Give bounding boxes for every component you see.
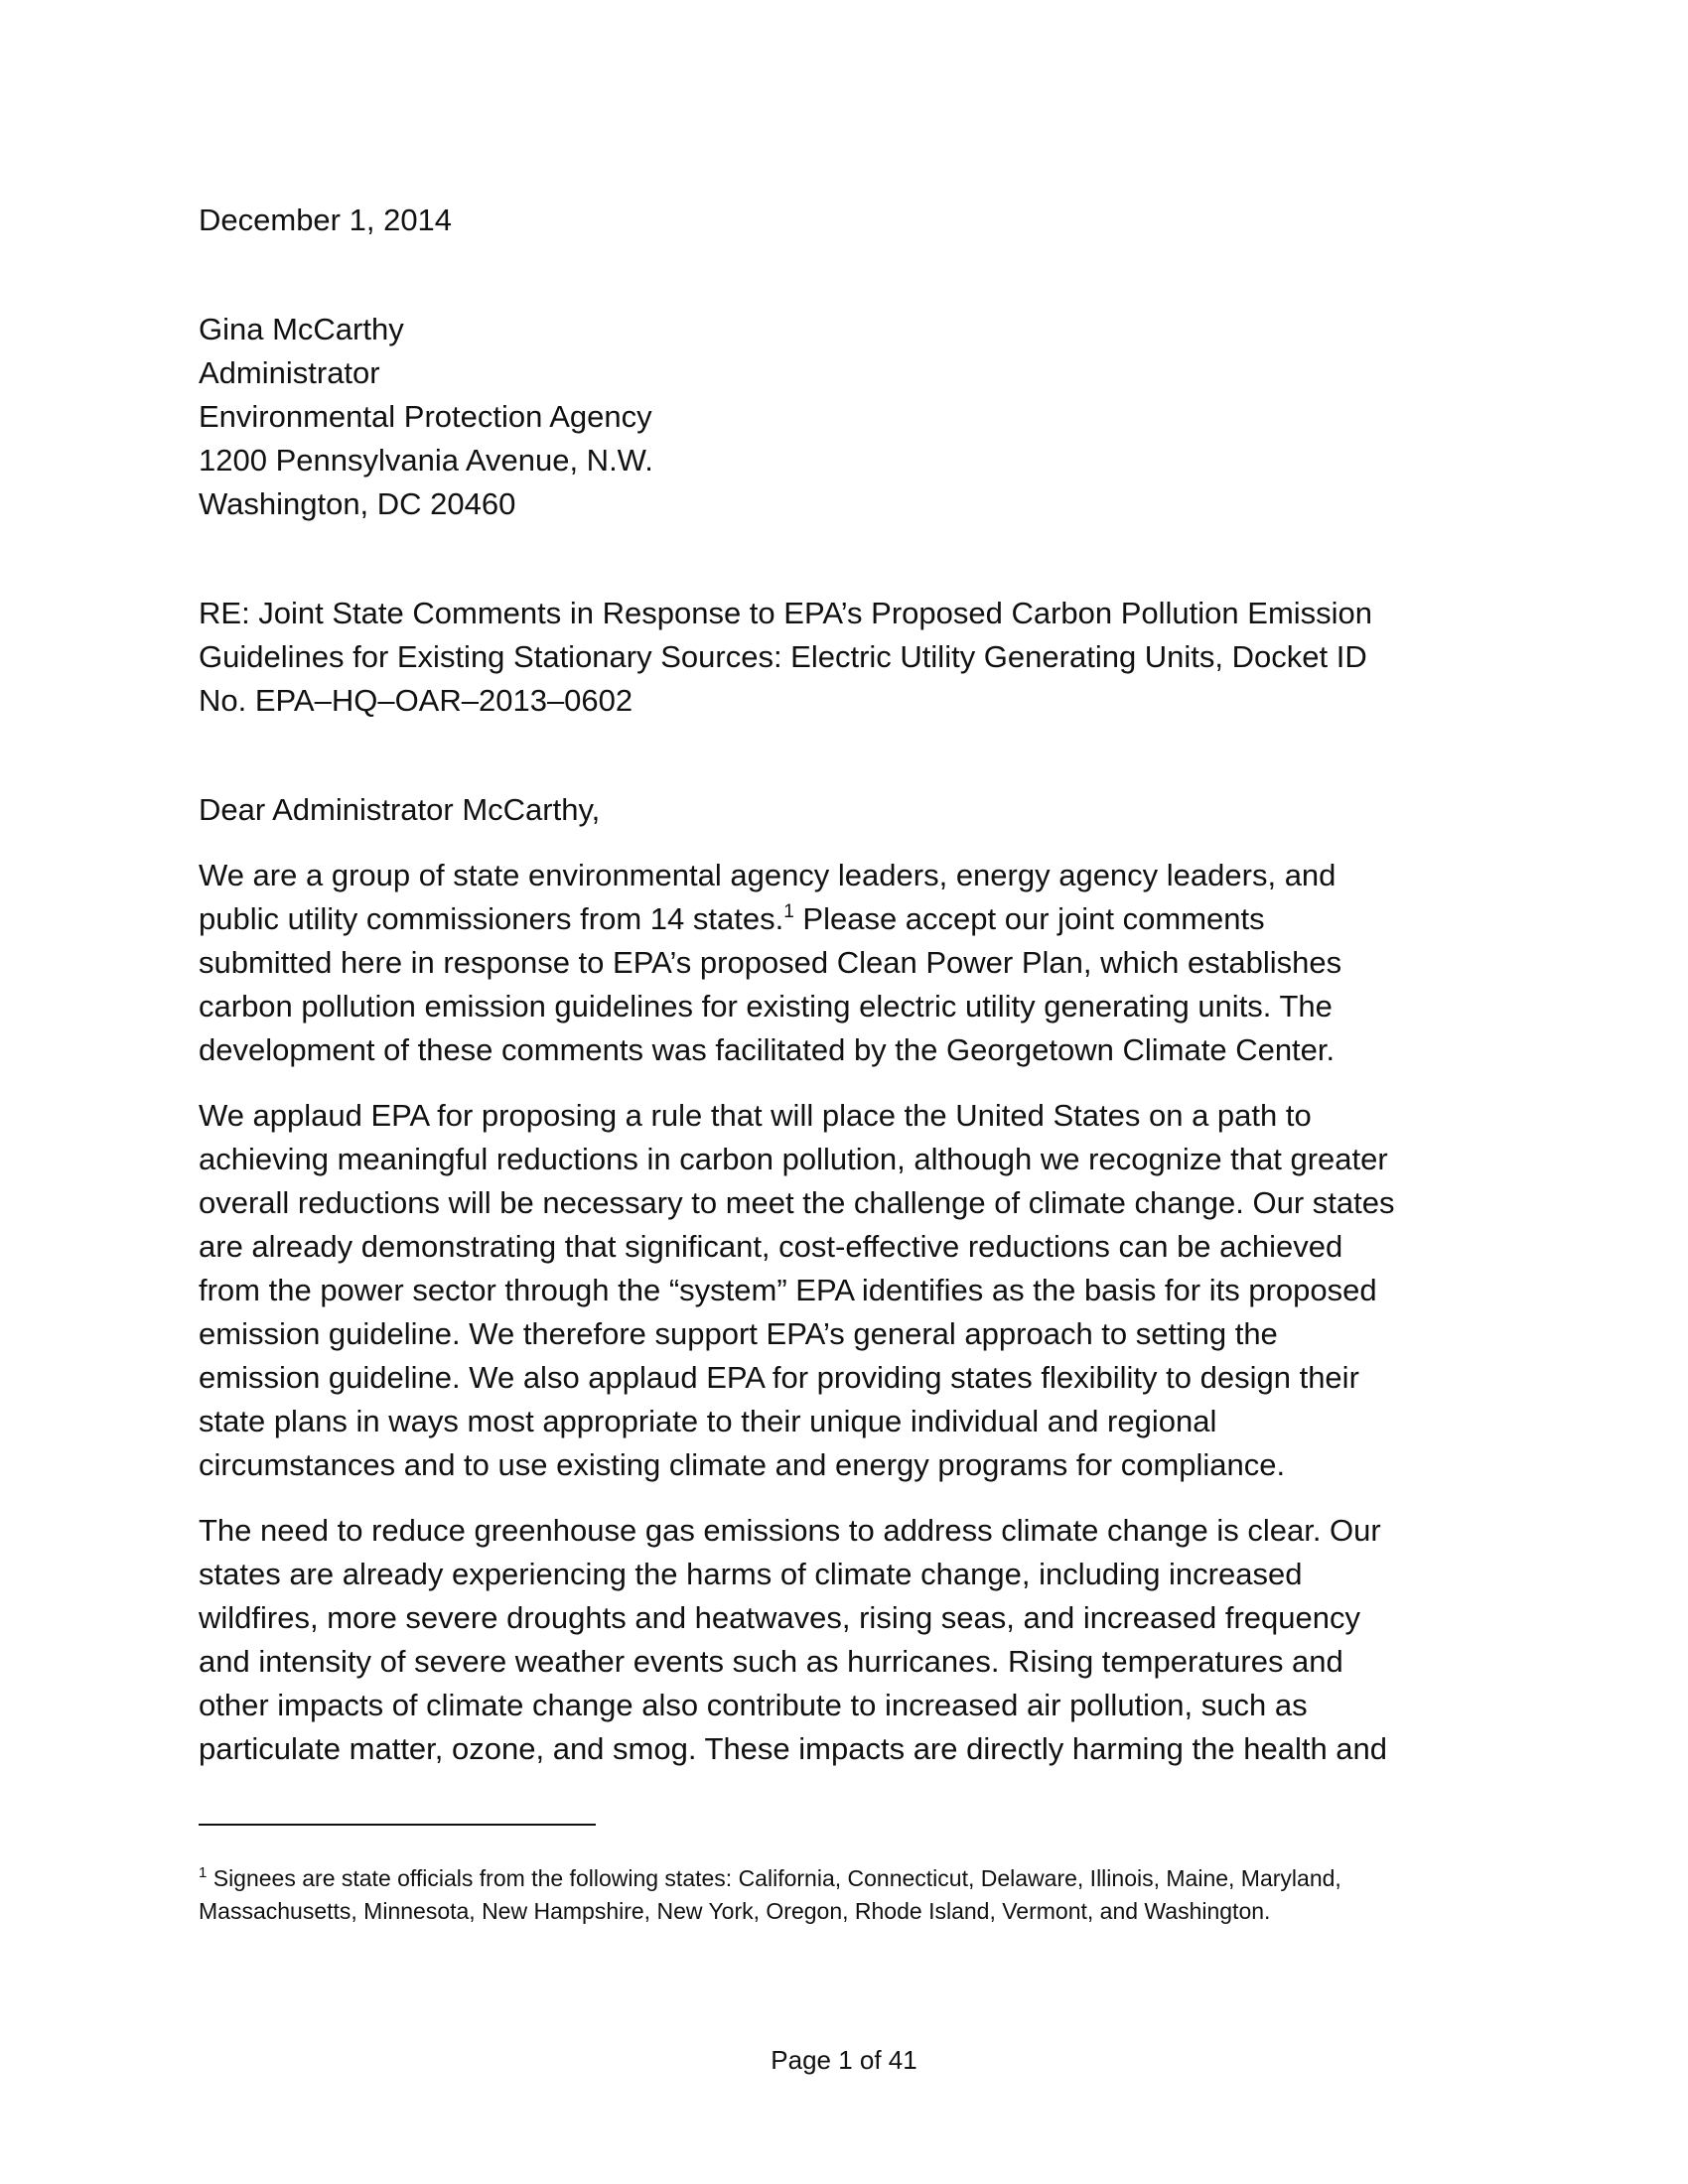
address-line: Gina McCarthy — [199, 312, 404, 346]
letter-date — [199, 199, 1489, 242]
paragraph-line — [199, 897, 1489, 941]
paragraph-line: carbon pollution emission guidelines for existing electric utility generating units. The — [199, 989, 1333, 1024]
paragraph-line: state plans in ways most appropriate to their unique individual and regional — [199, 1404, 1217, 1438]
paragraph-line: wildfires, more severe droughts and heatwaves, rising seas, and increased frequency — [199, 1600, 1361, 1635]
paragraph-line: are already demonstrating that significant, cost-effective reductions can be achieved — [199, 1229, 1343, 1264]
letter-body — [199, 199, 1489, 1793]
date-line: December 1, 2014 — [199, 203, 453, 237]
paragraph-1 — [199, 854, 1489, 1072]
paragraph-text: public utility commissioners from 14 states. — [199, 901, 784, 936]
address-line: Washington, DC 20460 — [199, 486, 516, 521]
subject-text-line: No. EPA–HQ–OAR–2013–0602 — [199, 683, 633, 718]
subject-text-line: RE: Joint State Comments in Response to EPA’s Proposed Carbon Pollution Emission — [199, 596, 1373, 630]
paragraph-line: The need to reduce greenhouse gas emissions to address climate change is clear. Our — [199, 1513, 1381, 1548]
footnote-separator — [199, 1824, 596, 1826]
subject-text-line: Guidelines for Existing Stationary Sources: Electric Utility Generating Units, Docket ID — [199, 639, 1367, 674]
paragraph-line: achieving meaningful reductions in carbon pollution, although we recognize that greater — [199, 1142, 1388, 1176]
paragraph-line: overall reductions will be necessary to meet the challenge of climate change. Our states — [199, 1185, 1395, 1220]
address-line: 1200 Pennsylvania Avenue, N.W. — [199, 443, 653, 478]
paragraph-line: and intensity of severe weather events such as hurricanes. Rising temperatures and — [199, 1644, 1343, 1679]
subject-line — [199, 592, 1489, 723]
address-line: Administrator — [199, 355, 380, 390]
paragraph-line: We applaud EPA for proposing a rule that will place the United States on a path to — [199, 1098, 1312, 1133]
recipient-address — [199, 308, 1489, 526]
paragraph-line: emission guideline. We therefore support EPA’s general approach to setting the — [199, 1316, 1278, 1351]
footnote-marker: 1 — [199, 1864, 208, 1881]
paragraph-line: We are a group of state environmental agency leaders, energy agency leaders, and — [199, 858, 1336, 892]
paragraph-2 — [199, 1094, 1489, 1487]
paragraph-3 — [199, 1509, 1489, 1771]
page-number: Page 1 of 41 — [771, 2045, 917, 2075]
footnote-line — [199, 1862, 1489, 1895]
address-line: Environmental Protection Agency — [199, 399, 652, 434]
paragraph-text: Please accept our joint comments — [793, 901, 1265, 936]
paragraph-line: states are already experiencing the harms of climate change, including increased — [199, 1557, 1303, 1591]
paragraph-line: submitted here in response to EPA’s proposed Clean Power Plan, which establishes — [199, 945, 1342, 980]
footnote — [199, 1862, 1489, 1928]
salutation-text: Dear Administrator McCarthy, — [199, 792, 601, 827]
footnote-reference: 1 — [783, 901, 794, 922]
salutation — [199, 788, 1489, 832]
paragraph-line: emission guideline. We also applaud EPA for providing states flexibility to design their — [199, 1360, 1359, 1395]
footnote-text: Signees are state officials from the following states: California, Connecticut, Delaware, Illinois, Maine, Maryland, — [207, 1865, 1341, 1891]
paragraph-line: circumstances and to use existing climate and energy programs for compliance. — [199, 1447, 1286, 1482]
paragraph-line: from the power sector through the “system” EPA identifies as the basis for its proposed — [199, 1273, 1377, 1307]
paragraph-line: development of these comments was facilitated by the Georgetown Climate Center. — [199, 1032, 1336, 1067]
footnote-line: Massachusetts, Minnesota, New Hampshire, New York, Oregon, Rhode Island, Vermont, and Washington. — [199, 1898, 1271, 1924]
paragraph-line: particulate matter, ozone, and smog. These impacts are directly harming the health and — [199, 1731, 1388, 1766]
paragraph-line: other impacts of climate change also contribute to increased air pollution, such as — [199, 1688, 1308, 1722]
